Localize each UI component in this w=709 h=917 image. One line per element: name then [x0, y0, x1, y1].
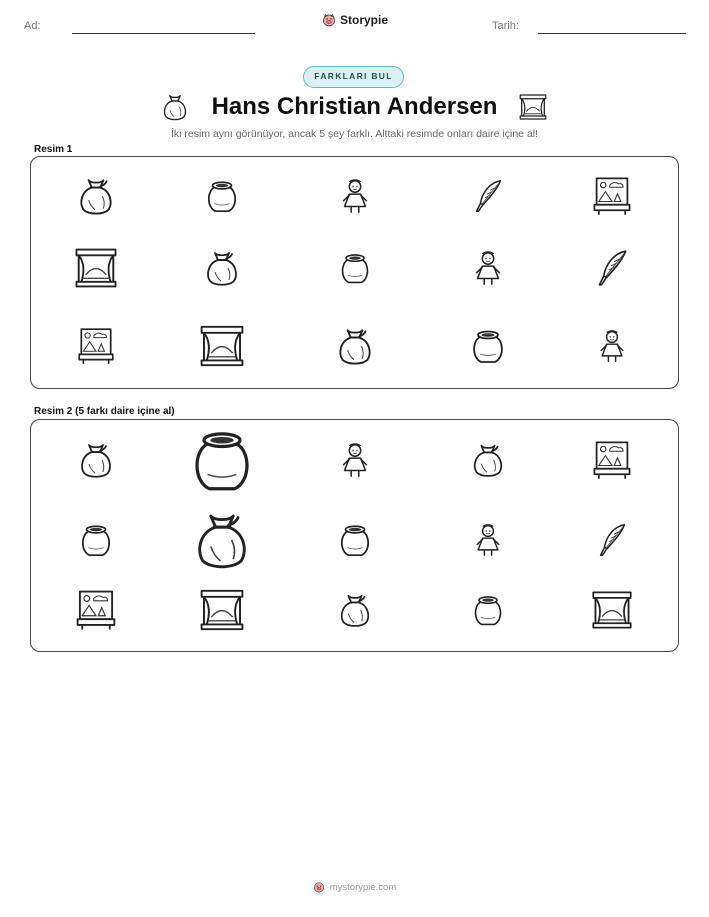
quill-icon	[593, 521, 631, 559]
sack-drawing-p2[interactable]	[190, 508, 254, 572]
window-icon	[198, 322, 246, 370]
window-icon	[518, 92, 548, 122]
pot-icon	[77, 521, 115, 559]
picture-1-label: Resim 1	[34, 144, 73, 155]
sack-drawing-p1[interactable]	[202, 248, 242, 288]
landscape-frame-icon	[590, 174, 634, 218]
activity-badge: FARKLARI BUL	[303, 66, 404, 88]
pot-icon	[337, 250, 373, 286]
doll-icon	[594, 328, 630, 364]
quill-icon	[469, 177, 507, 215]
brand-logo	[322, 13, 388, 27]
doll-drawing-p1[interactable]	[469, 249, 507, 287]
doll-icon	[469, 249, 507, 287]
sack-icon	[334, 325, 376, 367]
pot-icon	[468, 326, 508, 366]
quill-icon	[591, 247, 633, 289]
doll-drawing-p1[interactable]	[336, 177, 374, 215]
sack-icon	[469, 441, 507, 479]
window-drawing-p1[interactable]	[73, 245, 119, 291]
sack-drawing-p2[interactable]	[76, 440, 116, 480]
pot-drawing-p2[interactable]	[470, 592, 506, 628]
page-title: Hans Christian Andersen	[211, 93, 498, 120]
doll-icon	[470, 522, 506, 558]
pot-drawing-p2[interactable]	[186, 424, 258, 496]
doll-drawing-p1[interactable]	[594, 328, 630, 364]
landscape-frame-icon	[590, 438, 634, 482]
pot-drawing-p1[interactable]	[203, 177, 241, 215]
pig-mascot-icon	[313, 881, 325, 893]
pot-drawing-p1[interactable]	[468, 326, 508, 366]
pig-mascot-icon	[322, 13, 336, 27]
sack-icon	[76, 440, 116, 480]
quill-drawing-p2[interactable]	[593, 521, 631, 559]
pot-icon	[186, 424, 258, 496]
sack-icon	[202, 248, 242, 288]
doll-drawing-p2[interactable]	[336, 441, 374, 479]
date-line[interactable]	[538, 33, 686, 34]
sack-drawing-p2[interactable]	[336, 591, 374, 629]
quill-drawing-p1[interactable]	[591, 247, 633, 289]
name-label: Ad:	[24, 20, 41, 32]
window-drawing-p2[interactable]	[198, 586, 246, 634]
date-label: Tarih:	[492, 20, 519, 32]
sack-drawing-p2[interactable]	[469, 441, 507, 479]
window-drawing-p1[interactable]	[198, 322, 246, 370]
sack-icon	[190, 508, 254, 572]
window-drawing-p2[interactable]	[590, 588, 634, 632]
sack-icon	[336, 591, 374, 629]
window-icon	[73, 245, 119, 291]
pot-icon	[336, 521, 374, 559]
sack-drawing-p1[interactable]	[75, 175, 117, 217]
name-line[interactable]	[72, 33, 255, 34]
pot-icon	[470, 592, 506, 628]
brand-name: Storypie	[340, 13, 389, 27]
footer-url: mystorypie.com	[329, 881, 397, 893]
pot-drawing-p2[interactable]	[77, 521, 115, 559]
doll-icon	[336, 177, 374, 215]
pot-drawing-p1[interactable]	[337, 250, 373, 286]
footer	[0, 881, 709, 893]
quill-drawing-p1[interactable]	[469, 177, 507, 215]
window-icon	[198, 586, 246, 634]
landscape-frame-drawing-p1[interactable]	[590, 174, 634, 218]
sack-icon	[75, 175, 117, 217]
pot-icon	[203, 177, 241, 215]
landscape-frame-icon	[75, 325, 117, 367]
window-icon	[590, 588, 634, 632]
instructions: İki resim aynı görünüyor, ancak 5 şey farklı. Alttaki resimde onları daire içine al!	[170, 128, 539, 140]
landscape-frame-drawing-p1[interactable]	[75, 325, 117, 367]
doll-drawing-p2[interactable]	[470, 522, 506, 558]
pot-drawing-p2[interactable]	[336, 521, 374, 559]
doll-icon	[336, 441, 374, 479]
sack-drawing-p1[interactable]	[334, 325, 376, 367]
picture-2-label: Resim 2 (5 farkı daire içine al)	[34, 406, 175, 417]
landscape-frame-icon	[73, 587, 119, 633]
landscape-frame-drawing-p2[interactable]	[73, 587, 119, 633]
landscape-frame-drawing-p2[interactable]	[590, 438, 634, 482]
